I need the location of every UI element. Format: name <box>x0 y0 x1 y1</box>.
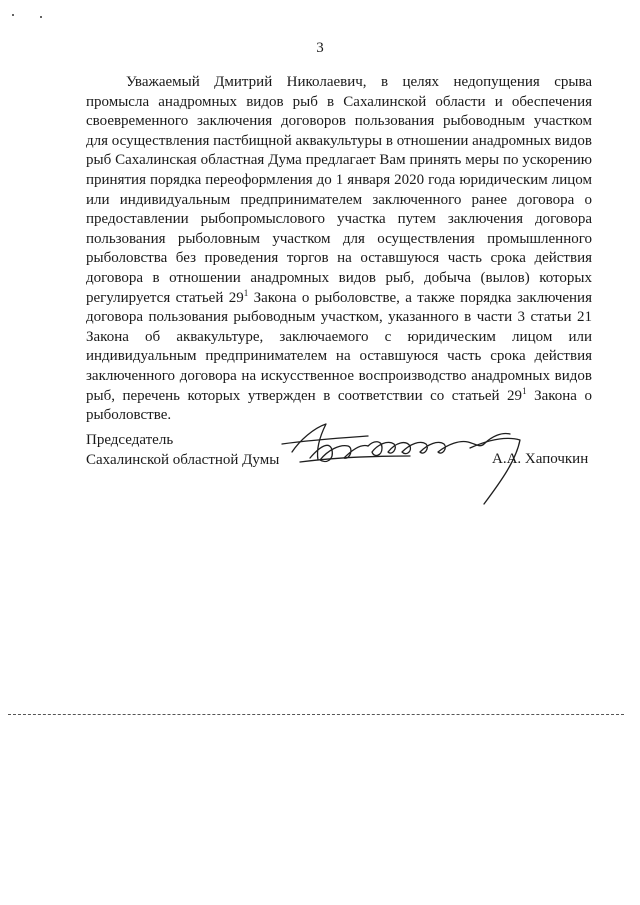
handwritten-signature <box>270 400 540 510</box>
paragraph-part-3: Закона о рыболовстве. <box>86 387 592 424</box>
page-number: 3 <box>316 40 324 56</box>
paragraph-part-1: Уважаемый Дмитрий Николаевич, в целях недопущения срыва промысла анадромных видов рыб в Сахалинской области и обеспечения своевременного заключения договоров пользования рыбоводным участком для осуществления пастбищной аквакультуры в отношении анадромных видов рыб Сахалинская областная Дума предлагает Вам принять меры по ускорению принятия порядка переоформления до 1 января 2020 года юридическим лицом или индивидуальным предпринимателем заключенного ранее договора о предоставлении рыбопромыслового участка путем заключения договора пользования рыболовным участком для осуществления промышленного рыболовства без проведения торгов на оставшуюся часть срока действия договора в отношении анадромных видов рыб, добыча (вылов) которых регулируется статьей 29 <box>86 74 593 306</box>
signatory-name: А.А. Хапочкин <box>492 451 589 467</box>
signatory-title <box>86 431 279 470</box>
superscript-1: 1 <box>243 287 249 298</box>
bottom-divider <box>8 714 624 715</box>
corner-mark <box>12 14 14 16</box>
letter-body <box>86 73 592 426</box>
corner-mark <box>40 16 42 18</box>
paragraph-part-2: Закона о рыболовстве, а также порядка заключения договора пользования рыбоводным участком, указанного в части 3 статьи 21 Закона об аквакультуре, заключаемого с юридическим лицом или индивидуальным предпринимателем на оставшуюся часть срока действия заключенного договора на искусственное воспроизводство анадромных видов рыб, перечень которых утвержден в соответствии со статьей 29 <box>86 289 592 404</box>
superscript-2: 1 <box>522 385 527 396</box>
signatory-title-line2: Сахалинской областной Думы <box>86 451 280 468</box>
signatory-title-line1: Председатель <box>86 432 174 448</box>
